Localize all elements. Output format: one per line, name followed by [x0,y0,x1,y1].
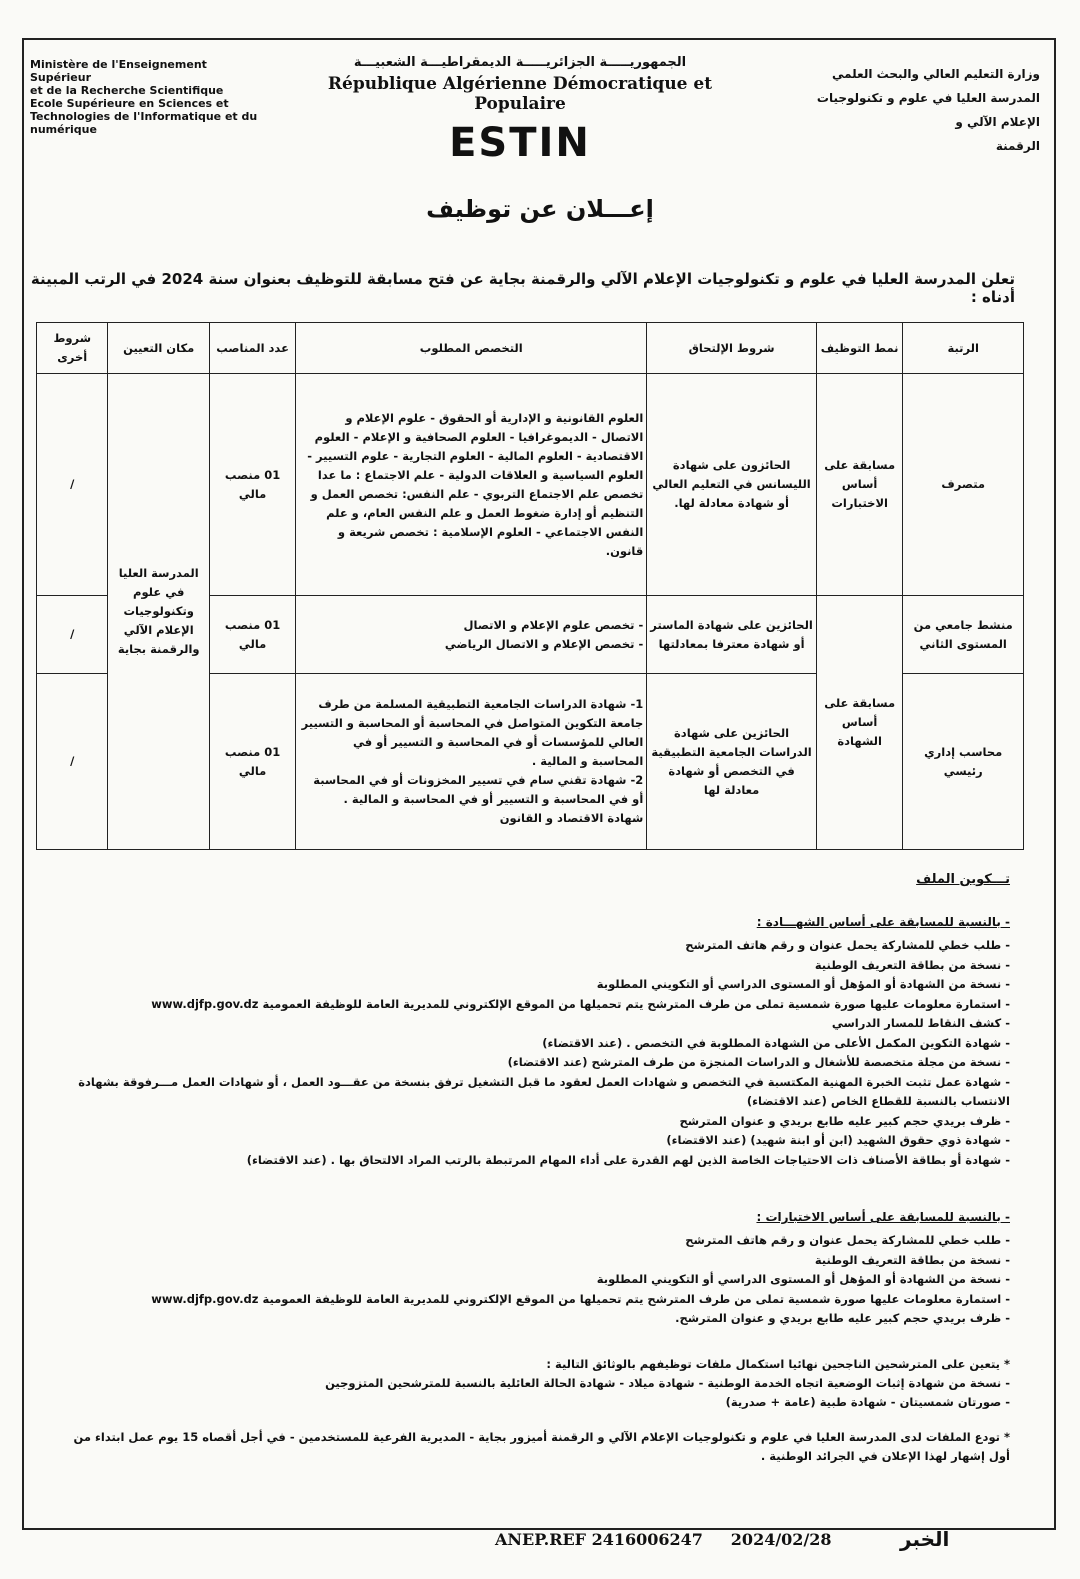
grade-cell: منشط جامعي من المستوى الثاني [903,596,1024,674]
header-right-line: الرقمنة [995,139,1040,153]
col-header: شروط الإلتحاق [647,323,817,374]
place-cell: المدرسة العليا في علوم وتكنولوجيات الإعلام الآلي والرقمنة بجاية [108,374,209,850]
specialty-line: شهادة الاقتصاد و القانون [499,811,644,825]
list-item: - نسخة من بطاقة التعريف الوطنية [814,1252,1010,1267]
specialty-cell: العلوم القانونية و الإدارية أو الحقوق - علوم الإعلام و الاتصال - الديموغرافيا - العلوم الصحافية و الإعلام - العلوم الاقتصادية - العلوم المالية - العلوم التجارية - علوم التسيير - العلوم السياسية و العلاقات الدولية - علم الاجتماع : ما عدا تخصص علم الاجتماع التربوي - علم النفس: تخصص العمل و التنظيم أو إدارة ضغوط العمل و علم النفس العام، و علم النفس الاجتماعي - العلوم الإسلامية : تخصص شريعة و قانون. [296,374,647,596]
col-header: شروط أخرى [37,323,108,374]
republic-name-french: République Algérienne Démocratique et Populaire [327,74,713,114]
mode-cell: مسابقة على أساس الشهادة [816,596,903,850]
list-item: - نسخة من الشهادة أو المؤهل أو المستوى الدراسي أو التكويني المطلوبة [596,1272,1010,1286]
file-composition-title: تـــكوين الملف [916,872,1010,887]
list-item: - شهادة ذوي حقوق الشهيد (ابن أو ابنة شهيد) (عند الاقتضاء) [666,1133,1010,1147]
table-header-row [37,323,1024,374]
successful-candidates-note [60,1355,1010,1412]
specialty-line: - تخصص الإعلام و الاتصال الرياضي [444,636,644,651]
conditions-cell: الحائزين على شهادة الماستر أو شهادة معترفا بمعادلتها [647,596,817,674]
header-left-line: Technologies de l'Informatique et du [30,110,258,123]
specialty-line: - تخصص علوم الإعلام و الاتصال [463,617,644,632]
other-cell: / [37,596,108,674]
successful-line: - صورتان شمسيتان - شهادة طبية (عامة + صدرية) [725,1395,1010,1409]
specialty-cell [296,674,647,850]
list-item: - نسخة من الشهادة أو المؤهل أو المستوى الدراسي أو التكويني المطلوبة [596,977,1010,991]
deposit-note: * تودع الملفات لدى المدرسة العليا في علوم و تكنولوجيات الإعلام الآلي و الرقمنة أميزور بجاية - المديرية الفرعية للمستخدمين - في أجل أقصاه 15 يوم عمل ابتداء من أول إشهار لهذا الإعلان في الجرائد الوطنية . [73,1430,1010,1463]
grade-cell: محاسب إداري رئيسي [903,674,1024,850]
header-center [300,55,740,166]
list-item: - طلب خطي للمشاركة يحمل عنوان و رقم هاتف المترشح [685,938,1010,952]
header-left-line: Ecole Supérieure en Sciences et [30,97,229,110]
table-row [37,374,1024,596]
list-item: - كشف النقاط للمسار الدراسي [831,1016,1010,1030]
grade-cell: متصرف [903,374,1024,596]
header-right-line: المدرسة العليا في علوم و تكنولوجيات الإعلام الآلي و [816,91,1040,129]
list-item: - نسخة من بطاقة التعريف الوطنية [814,957,1010,972]
col-header: مكان التعيين [108,323,209,374]
list-item: - استمارة معلومات عليها صورة شمسية تملى من طرف المترشح يتم تحميلها من الموقع الإلكتروني للمديرية العامة للوظيفة العمومية www.djfp.gov.dz [151,996,1010,1011]
test-docs-list [60,1231,1010,1329]
degree-section-title: - بالنسبة للمسابقة على أساس الشهـــادة : [756,915,1010,929]
conditions-cell: الحائزين على شهادة الدراسات الجامعية التطبيقية في التخصص أو شهادة معادلة لها [647,674,817,850]
list-item: - ظرف بريدي حجم كبير عليه طابع بريدي و عنوان المترشح [679,1113,1010,1128]
list-item: - شهادة عمل تثبت الخبرة المهنية المكتسبة في التخصص و شهادات العمل لعقود ما قبل التشغيل ترفق بنسخة من عقـــود العمل ، أو شهادات العمل مـــرفوقة بشهادة الانتساب بالنسبة للقطاع الخاص (عند الاقتضاء) [78,1074,1010,1108]
anep-ref: ANEP.REF 2416006247 [495,1530,703,1549]
col-header: التخصص المطلوب [296,323,647,374]
posts-cell: 01 منصب مالي [209,374,295,596]
republic-name-arabic: الجمهوريـــــة الجزائريـــــة الديمقراطيـــة الشعبيـــة [353,55,687,70]
specialty-line: 2- شهادة تقني سام في تسيير المخزونات أو في المحاسبة أو في المحاسبة و التسيير أو في المحاسبة و المالية . [313,773,644,806]
list-item: - شهادة التكوين المكمل الأعلى من الشهادة المطلوبة في التخصص . (عند الاقتضاء) [542,1035,1010,1050]
header-left-line: et de la Recherche Scientifique [30,84,224,97]
page-title: إعـــلان عن توظيف [426,195,654,223]
col-header: نمط التوظيف [816,323,903,374]
list-item: - طلب خطي للمشاركة يحمل عنوان و رقم هاتف المترشح [685,1233,1010,1247]
specialty-cell [296,596,647,674]
degree-docs-list [60,936,1010,1170]
list-item: - ظرف بريدي حجم كبير عليه طابع بريدي و عنوان المترشح. [675,1311,1010,1325]
header-left-line: numérique [30,123,97,136]
list-item: - نسخة من مجلة متخصصة للأشغال و الدراسات المنجزة من طرف المترشح (عند الاقتضاء) [507,1055,1010,1069]
test-section-title: - بالنسبة للمسابقة على أساس الاختبارات : [756,1210,1010,1224]
col-header: الرتبة [903,323,1024,374]
other-cell: / [37,374,108,596]
successful-title: * يتعين على المترشحين الناجحين نهائيا استكمال ملفات توظيفهم بالوثائق التالية : [546,1357,1010,1371]
col-header: عدد المناصب [209,323,295,374]
estin-logo: ESTIN [449,120,591,166]
successful-line: - نسخة من شهادة إثبات الوضعية اتجاه الخدمة الوطنية - شهادة ميلاد - شهادة الحالة العائلية بالنسبة للمترشحين المتزوجين [325,1376,1010,1390]
header-right-line: وزارة التعليم العالي والبحث العلمي [831,67,1040,81]
header-right-arabic [810,62,1040,158]
conditions-cell: الحائزون على شهادة الليسانس في التعليم العالي أو شهادة معادلة لها. [647,374,817,596]
header-left-line: Ministère de l'Enseignement Supérieur [30,58,207,84]
header-left-french [30,58,260,136]
positions-table [36,322,1024,850]
specialty-line: 1- شهادة الدراسات الجامعية التطبيقية المسلمة من طرف جامعة التكوين المتواصل في المحاسبة أو المحاسبة و التسيير العالي للمؤسسات أو في المحاسبة و التسيير أو في المحاسبة و المالية . [301,697,644,768]
footer-reference [495,1530,832,1549]
list-item: - شهادة أو بطاقة الأصناف ذات الاحتياجات الخاصة الذين لهم القدرة على أداء المهام المرتبطة بالرتب المراد الالتحاق بها . (عند الاقتضاء) [246,1152,1010,1167]
posts-cell: 01 منصب مالي [209,674,295,850]
posts-cell: 01 منصب مالي [209,596,295,674]
intro-text: تعلن المدرسة العليا في علوم و تكنولوجيات الإعلام الآلي والرقمنة بجاية عن فتح مسابقة للتوظيف بعنوان سنة 2024 في الرتب المبينة أدناه : [30,270,1015,306]
publication-date: 2024/02/28 [730,1530,832,1549]
list-item: - استمارة معلومات عليها صورة شمسية تملى من طرف المترشح يتم تحميلها من الموقع الإلكتروني للمديرية العامة للوظيفة العمومية www.djfp.gov.dz [151,1291,1010,1306]
other-cell: / [37,674,108,850]
mode-cell: مسابقة على أساس الاختبارات [816,374,903,596]
newspaper-logo: الخبر [900,1527,950,1551]
